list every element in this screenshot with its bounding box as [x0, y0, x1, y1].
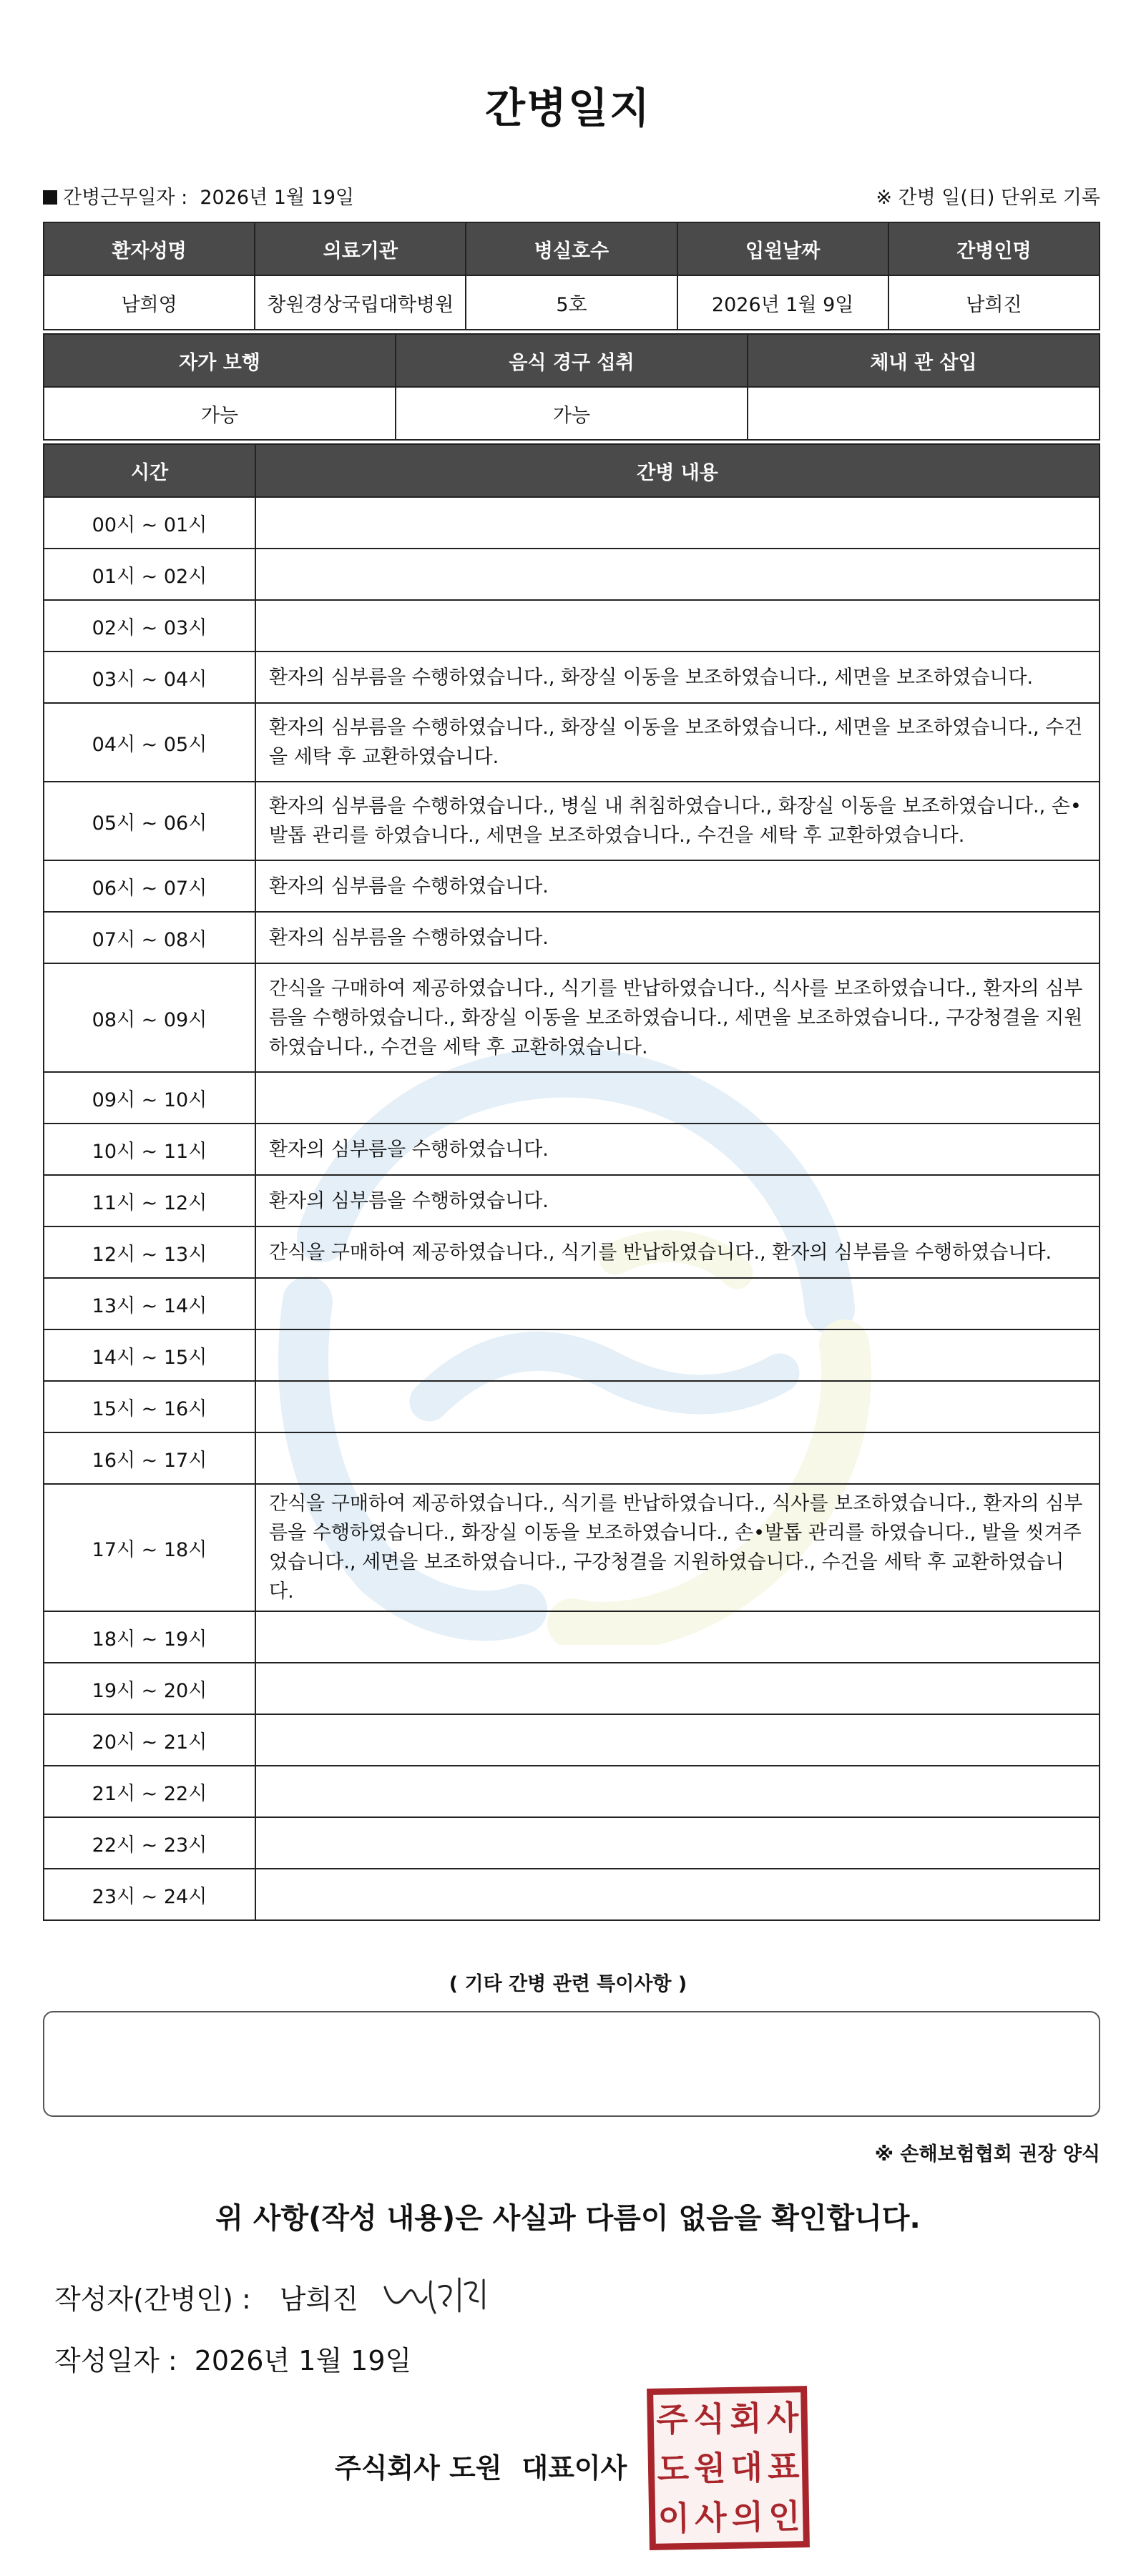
writer-name: 남희진 — [279, 2284, 358, 2315]
log-row — [44, 1226, 1100, 1278]
log-time: 12시 ~ 13시 — [44, 1226, 255, 1278]
hospital-name: 창원경상국립대학병원 — [255, 275, 466, 330]
log-time: 21시 ~ 22시 — [44, 1766, 255, 1817]
log-row — [44, 1484, 1100, 1611]
seal-character: 대 — [730, 2448, 763, 2487]
log-row — [44, 652, 1100, 703]
seal-character: 인 — [768, 2497, 801, 2537]
log-row — [44, 1381, 1100, 1432]
patient-info-header-row — [44, 222, 1100, 275]
log-content — [255, 1072, 1100, 1124]
log-content — [255, 600, 1100, 652]
self-walking-value: 가능 — [44, 387, 396, 440]
log-time: 00시 ~ 01시 — [44, 497, 255, 549]
log-time: 02시 ~ 03시 — [44, 600, 255, 652]
log-time: 03시 ~ 04시 — [44, 652, 255, 703]
log-content: 환자의 심부름을 수행하였습니다., 화장실 이동을 보조하였습니다., 세면을 보조하였습니다. — [255, 652, 1100, 703]
log-row — [44, 1329, 1100, 1381]
log-row — [44, 1766, 1100, 1817]
log-content: 환자의 심부름을 수행하였습니다. — [255, 1175, 1100, 1226]
log-time: 07시 ~ 08시 — [44, 912, 255, 963]
oral-intake-value: 가능 — [396, 387, 748, 440]
log-time: 11시 ~ 12시 — [44, 1175, 255, 1226]
admission-date: 2026년 1월 9일 — [677, 275, 888, 330]
log-time: 15시 ~ 16시 — [44, 1381, 255, 1432]
log-time: 06시 ~ 07시 — [44, 860, 255, 912]
log-content — [255, 549, 1100, 600]
log-content — [255, 1381, 1100, 1432]
log-content: 환자의 심부름을 수행하였습니다. — [255, 1124, 1100, 1175]
log-row — [44, 1072, 1100, 1124]
seal-character: 사 — [766, 2397, 799, 2437]
log-content: 환자의 심부름을 수행하였습니다. — [255, 860, 1100, 912]
patient-info-value-row — [44, 275, 1100, 330]
seal-character: 도 — [657, 2449, 690, 2489]
company-line — [335, 2446, 627, 2485]
log-content — [255, 1611, 1100, 1663]
log-row — [44, 1714, 1100, 1766]
seal-character: 회 — [729, 2398, 763, 2438]
log-row — [44, 860, 1100, 912]
log-row — [44, 1663, 1100, 1714]
log-row — [44, 1611, 1100, 1663]
log-row — [44, 703, 1100, 782]
tube-insertion-value — [748, 387, 1100, 440]
special-notes-title: ( 기타 간병 관련 특이사항 ) — [449, 1973, 687, 1995]
log-time: 05시 ~ 06시 — [44, 782, 255, 860]
log-row — [44, 1278, 1100, 1329]
log-time: 04시 ~ 05시 — [44, 703, 255, 782]
care-date-line — [43, 182, 354, 210]
log-time: 08시 ~ 09시 — [44, 963, 255, 1072]
log-row — [44, 782, 1100, 860]
confirmation-statement: 위 사항(작성 내용)은 사실과 다름이 없음을 확인합니다. — [215, 2202, 921, 2235]
square-bullet-icon — [43, 190, 57, 205]
handwritten-signature — [379, 2266, 501, 2323]
log-time: 14시 ~ 15시 — [44, 1329, 255, 1381]
log-row — [44, 963, 1100, 1072]
seal-character: 식 — [692, 2399, 725, 2439]
log-row — [44, 1175, 1100, 1226]
seal-character: 표 — [767, 2447, 800, 2487]
log-time: 09시 ~ 10시 — [44, 1072, 255, 1124]
log-header-row — [44, 444, 1100, 497]
company-seal-stamp — [647, 2386, 810, 2550]
header-admission-date: 입원날짜 — [677, 222, 888, 275]
log-content: 환자의 심부름을 수행하였습니다., 병실 내 취침하였습니다., 화장실 이동을 보조하였습니다., 손•발톱 관리를 하였습니다., 세면을 보조하였습니다., 수건을 세탁 후 교환하였습니다. — [255, 782, 1100, 860]
company-title: 대표이사 — [522, 2452, 627, 2484]
log-time: 22시 ~ 23시 — [44, 1817, 255, 1869]
seal-character: 이 — [657, 2499, 690, 2539]
care-date-value: 2026년 1월 19일 — [200, 187, 355, 209]
log-time: 13시 ~ 14시 — [44, 1278, 255, 1329]
log-time: 10시 ~ 11시 — [44, 1124, 255, 1175]
hourly-care-log-table — [43, 443, 1100, 1921]
header-hospital: 의료기관 — [255, 222, 466, 275]
log-row — [44, 1869, 1100, 1920]
written-date-line — [54, 2339, 411, 2378]
header-room: 병실호수 — [466, 222, 677, 275]
log-time: 19시 ~ 20시 — [44, 1663, 255, 1714]
status-header-row — [44, 334, 1100, 387]
log-row — [44, 600, 1100, 652]
status-value-row — [44, 387, 1100, 440]
log-time: 01시 ~ 02시 — [44, 549, 255, 600]
header-time: 시간 — [44, 444, 255, 497]
writer-label: 작성자(간병인) : — [54, 2284, 251, 2315]
log-row — [44, 497, 1100, 549]
log-row — [44, 1432, 1100, 1484]
log-content — [255, 1663, 1100, 1714]
log-content: 간식을 구매하여 제공하였습니다., 식기를 반납하였습니다., 환자의 심부름을 수행하였습니다. — [255, 1226, 1100, 1278]
log-row — [44, 549, 1100, 600]
patient-name: 남희영 — [44, 275, 255, 330]
log-content — [255, 1432, 1100, 1484]
log-content — [255, 1766, 1100, 1817]
header-care-content: 간병 내용 — [255, 444, 1100, 497]
patient-info-table — [43, 222, 1100, 330]
written-date-value: 2026년 1월 19일 — [194, 2345, 412, 2376]
recommend-note: ※ 손해보험협회 권장 양식 — [874, 2143, 1100, 2165]
log-time: 20시 ~ 21시 — [44, 1714, 255, 1766]
special-notes-box — [43, 2011, 1100, 2117]
care-date-label: 간병근무일자 : — [63, 187, 188, 209]
header-caregiver-name: 간병인명 — [888, 222, 1100, 275]
log-time: 17시 ~ 18시 — [44, 1484, 255, 1611]
unit-note: ※ 간병 일(日) 단위로 기록 — [876, 187, 1100, 209]
log-time: 16시 ~ 17시 — [44, 1432, 255, 1484]
caregiver-name: 남희진 — [888, 275, 1100, 330]
seal-character: 원 — [693, 2449, 726, 2488]
log-row — [44, 912, 1100, 963]
company-name: 주식회사 도원 — [335, 2452, 502, 2484]
seal-character: 사 — [694, 2498, 728, 2538]
log-row — [44, 1124, 1100, 1175]
header-tube-insertion: 체내 관 삽입 — [748, 334, 1100, 387]
log-content: 환자의 심부름을 수행하였습니다., 화장실 이동을 보조하였습니다., 세면을 보조하였습니다., 수건을 세탁 후 교환하였습니다. — [255, 703, 1100, 782]
seal-character: 의 — [731, 2497, 764, 2537]
written-date-label: 작성일자 : — [54, 2345, 177, 2376]
seal-character: 주 — [655, 2399, 689, 2439]
log-content — [255, 1817, 1100, 1869]
log-content — [255, 1714, 1100, 1766]
log-content — [255, 1329, 1100, 1381]
log-body — [44, 497, 1100, 1920]
log-content: 간식을 구매하여 제공하였습니다., 식기를 반납하였습니다., 식사를 보조하였습니다., 환자의 심부름을 수행하였습니다., 화장실 이동을 보조하였습니다., 세면을 보조하였습니다., 구강청결을 지원하였습니다., 수건을 세탁 후 교환하였습니다. — [255, 963, 1100, 1072]
header-self-walking: 자가 보행 — [44, 334, 396, 387]
room-number: 5호 — [466, 275, 677, 330]
log-time: 23시 ~ 24시 — [44, 1869, 255, 1920]
log-content — [255, 497, 1100, 549]
log-time: 18시 ~ 19시 — [44, 1611, 255, 1663]
log-content: 간식을 구매하여 제공하였습니다., 식기를 반납하였습니다., 식사를 보조하였습니다., 환자의 심부름을 수행하였습니다., 화장실 이동을 보조하였습니다., 손•발톱 관리를 하였습니다., 발을 씻겨주었습니다., 세면을 보조하였습니다., 구강청결을 지원하였습니다., 수건을 세탁 후 교환하였습니다. — [255, 1484, 1100, 1611]
patient-status-table — [43, 333, 1100, 441]
header-patient-name: 환자성명 — [44, 222, 255, 275]
log-content — [255, 1869, 1100, 1920]
writer-line — [54, 2277, 358, 2316]
log-content — [255, 1278, 1100, 1329]
log-content: 환자의 심부름을 수행하였습니다. — [255, 912, 1100, 963]
log-row — [44, 1817, 1100, 1869]
document-title: 간병일지 — [484, 84, 652, 132]
header-oral-intake: 음식 경구 섭취 — [396, 334, 748, 387]
